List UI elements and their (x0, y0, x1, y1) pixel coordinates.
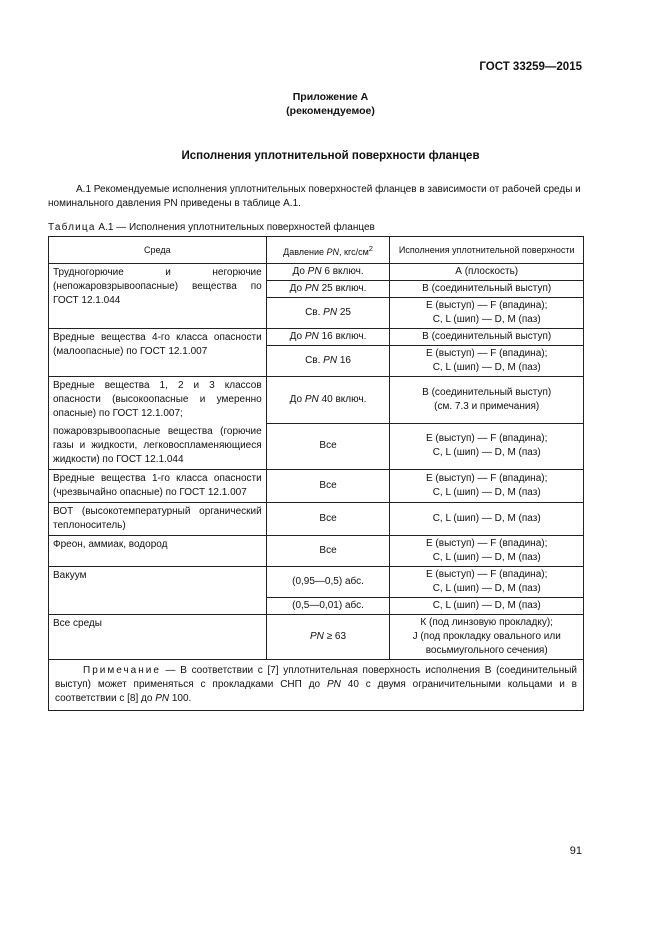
pressure-cell (266, 298, 390, 329)
appendix-subtitle: (рекомендуемое) (286, 105, 375, 117)
header-pressure-prefix: Давление (283, 246, 327, 257)
note-pn: PN (155, 693, 170, 704)
note-part: — В соответствии с [7] уплотнительная поверхность исполнения В (соединительный выступ) может применяться с прокладками СНП до (55, 665, 577, 690)
table-note-text (55, 664, 577, 706)
header-pressure-sup: 2 (368, 243, 373, 253)
pressure-pre: До (289, 331, 305, 342)
header-pressure (266, 237, 390, 264)
pressure-pn: PN (304, 331, 319, 342)
header-pressure-unit: , кгс/см (339, 246, 369, 257)
surface-cell: А (плоскость) (390, 264, 584, 281)
surface-line: С, L (шип) — D, М (паз) (432, 447, 541, 459)
env-cell: Вредные вещества 1-го класса опасности (чрезвычайно опасные) по ГОСТ 12.1.007 (49, 470, 267, 503)
pressure-post: 25 включ. (318, 283, 367, 294)
note-part: 100. (169, 693, 192, 704)
note-part: 40 с двумя ограничительными кольцами и в соответствии с [8] до (55, 679, 577, 704)
pressure-cell (266, 281, 390, 298)
surface-line: С, L (шип) — D, М (паз) (432, 583, 541, 594)
pressure-pn: PN (307, 266, 322, 277)
table-row (49, 536, 584, 567)
env-cell: Вредные вещества 1, 2 и 3 классов опасности (высокоопасные и умеренно опасные) по ГОСТ 12.1.007; (49, 377, 267, 424)
table-row (49, 423, 584, 470)
pressure-pre: До (289, 393, 305, 405)
env-cell: Вакуум (49, 567, 267, 615)
intro-paragraph: А.1 Рекомендуемые исполнения уплотнительных поверхностей фланцев в зависимости от рабочей среды и номинального давления PN приведены в таблице А.1. (48, 184, 581, 209)
surface-line: Е (выступ) — F (впадина); (425, 300, 548, 311)
pressure-pn: PN (304, 283, 319, 294)
pressure-cell: Все (266, 503, 390, 536)
env-cell: пожаровзрывоопасные вещества (горючие газы и жидкости, легковоспламеняющиеся жидкости) по ГОСТ 12.1.044 (49, 423, 267, 470)
surface-line: К (под линзовую прокладку); (420, 617, 553, 628)
pressure-post: 16 включ. (318, 331, 367, 342)
surface-cell (390, 567, 584, 598)
pressure-post: 25 (337, 307, 351, 318)
pressure-cell (266, 615, 390, 660)
surface-line: (см. 7.3 и примечания) (434, 400, 540, 412)
env-cell: Трудногорючие и негорючие (непожаровзрывоопасные) вещества по ГОСТ 12.1.044 (49, 264, 267, 329)
table-note-row (49, 660, 584, 711)
note-pn: PN (327, 679, 341, 690)
surface-line: С, L (шип) — D, М (паз) (432, 314, 541, 325)
surface-line: J (под прокладку овального или восьмиугольного сечения) (412, 631, 561, 656)
pressure-cell: Все (266, 536, 390, 567)
table-header-row (49, 237, 584, 264)
pressure-cell (266, 329, 390, 346)
section-title: Исполнения уплотнительной поверхности фланцев (181, 150, 480, 162)
pressure-pn: PN (309, 631, 324, 642)
pressure-pre: До (289, 283, 305, 294)
surface-cell: В (соединительный выступ) (390, 329, 584, 346)
surface-cell: С, L (шип) — D, М (паз) (390, 503, 584, 536)
pressure-pn: PN (323, 307, 338, 318)
header-pressure-pn: PN (326, 246, 340, 257)
surface-line: В (соединительный выступ) (422, 386, 552, 398)
appendix-title: Приложение А (292, 91, 369, 103)
surface-cell (390, 470, 584, 503)
pressure-pre: Св. (305, 307, 324, 318)
pressure-cell (266, 264, 390, 281)
env-cell: Фреон, аммиак, водород (49, 536, 267, 567)
note-label: Примечание (83, 665, 161, 676)
pressure-cell: Все (266, 470, 390, 503)
table-row (49, 503, 584, 536)
surface-line: Е (выступ) — F (впадина); (425, 538, 548, 549)
surface-line: С, L (шип) — D, М (паз) (432, 362, 541, 373)
surface-cell (390, 298, 584, 329)
surface-cell (390, 536, 584, 567)
flange-surface-table (48, 236, 584, 711)
pressure-cell: Все (266, 423, 390, 470)
table-row (49, 567, 584, 598)
surface-line: Е (выступ) — F (впадина); (425, 473, 548, 484)
surface-line: С, L (шип) — D, М (паз) (432, 552, 541, 563)
table-caption-text: А.1 — Исполнения уплотнительных поверхностей фланцев (98, 222, 375, 233)
table-note (49, 660, 584, 711)
pressure-post: ≥ 63 (323, 631, 347, 642)
appendix-heading (0, 90, 661, 118)
table-row (49, 329, 584, 346)
pressure-post: 6 включ. (321, 266, 364, 277)
surface-cell (390, 377, 584, 424)
surface-line: Е (выступ) — F (впадина); (425, 569, 548, 580)
table-row (49, 470, 584, 503)
pressure-post: 16 (337, 355, 351, 366)
pressure-pre: Св. (305, 355, 324, 366)
header-env: Среда (49, 237, 267, 264)
table-row (49, 615, 584, 660)
pressure-pn: PN (304, 393, 319, 405)
pressure-pre: До (292, 266, 308, 277)
pressure-post: 40 включ. (318, 393, 367, 405)
table-row (49, 377, 584, 424)
pressure-cell: (0,5—0,01) абс. (266, 598, 390, 615)
env-cell: Вредные вещества 4-го класса опасности (малоопасные) по ГОСТ 12.1.007 (49, 329, 267, 377)
surface-line: Е (выступ) — F (впадина); (425, 433, 548, 445)
surface-cell (390, 346, 584, 377)
surface-cell (390, 423, 584, 470)
header-surface: Исполнения уплотнительной поверхности (390, 237, 584, 264)
surface-line: С, L (шип) — D, М (паз) (432, 487, 541, 498)
env-cell: Все среды (49, 615, 267, 660)
env-cell: ВОТ (высокотемпературный органический теплоноситель) (49, 503, 267, 536)
table-row (49, 264, 584, 281)
surface-cell: С, L (шип) — D, М (паз) (390, 598, 584, 615)
surface-cell (390, 615, 584, 660)
document-standard-number: ГОСТ 33259—2015 (479, 61, 582, 73)
page-number: 91 (569, 845, 582, 857)
table-caption-label: Таблица (48, 222, 96, 233)
pressure-cell: (0,95—0,5) абс. (266, 567, 390, 598)
pressure-cell (266, 377, 390, 424)
pressure-cell (266, 346, 390, 377)
pressure-pn: PN (323, 355, 338, 366)
surface-line: Е (выступ) — F (впадина); (425, 348, 548, 359)
surface-cell: В (соединительный выступ) (390, 281, 584, 298)
table-caption (48, 222, 375, 233)
